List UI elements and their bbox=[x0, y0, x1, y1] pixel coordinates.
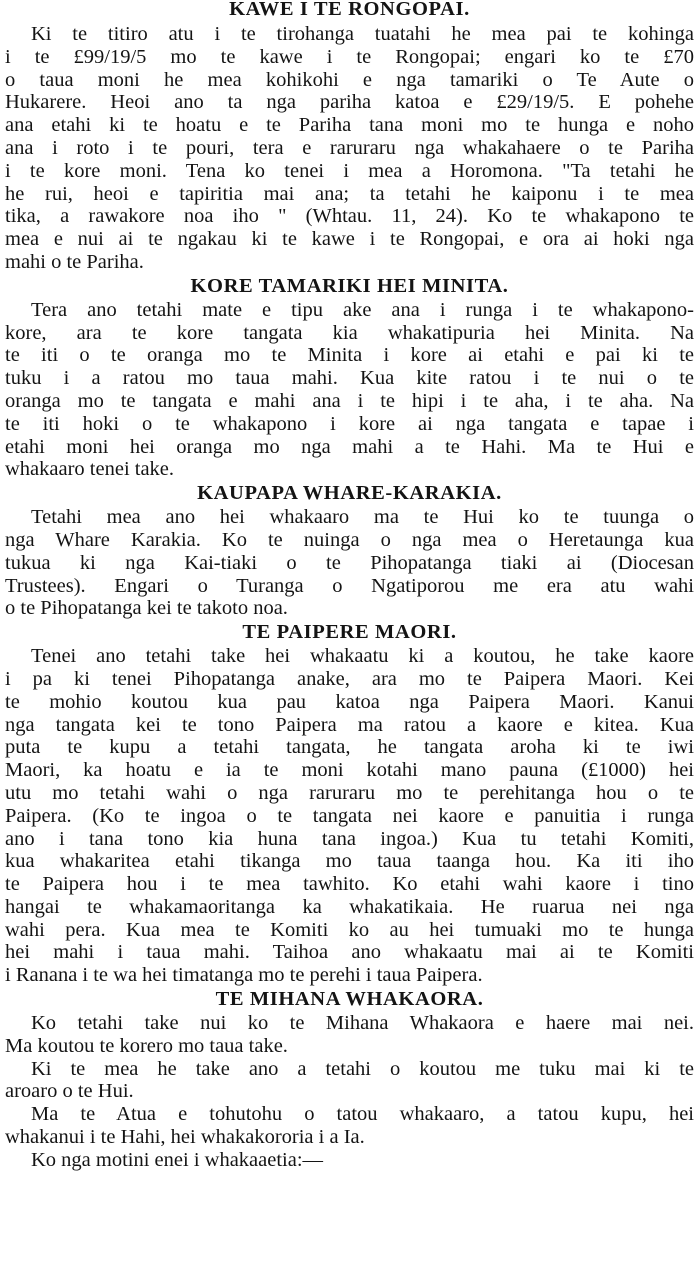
text-line: i te kore moni. Tena ko tenei i mea a Horomona. "Ta tetahi he bbox=[5, 159, 694, 182]
text-line: i te £99/19/5 mo te kawe i te Rongopai; engari ko te £70 bbox=[5, 45, 694, 68]
paragraph-mihana-whakaora-3 bbox=[5, 1103, 694, 1149]
text-line: Ki te titiro atu i te tirohanga tuatahi he mea pai te kohinga bbox=[31, 23, 694, 45]
text-line: i pa ki tenei Pihopatanga anake, ara mo te Paipera Maori. Kei bbox=[5, 667, 694, 690]
text-line: whakanui i te Hahi, hei whakakororia i a Ia. bbox=[5, 1126, 365, 1149]
text-line: Maori, ka hoatu e ia te moni kotahi mano pauna (£1000) hei bbox=[5, 759, 694, 782]
text-line: kua whakaritea etahi tikanga mo taua taanga hou. Ka iti iho bbox=[5, 850, 694, 873]
text-line: Tera ano tetahi mate e tipu ake ana i runga i te whakapono- bbox=[31, 298, 694, 321]
paragraph-mihana-whakaora-2 bbox=[5, 1058, 694, 1104]
text-line: Trustees). Engari o Turanga o Ngatiporou me era atu wahi bbox=[5, 574, 694, 597]
text-line: o te Pihopatanga kei te takoto noa. bbox=[5, 597, 288, 620]
text-line: puta te kupu a tetahi tangata, he tangata aroha ki te iwi bbox=[5, 736, 694, 759]
text-line: oranga mo te tangata e mahi ana i te hipi i te aha, i te aha. Na bbox=[5, 389, 694, 412]
text-line: Ko tetahi take nui ko te Mihana Whakaora e haere mai nei. bbox=[31, 1012, 694, 1035]
paragraph-kawe-i-te-rongopai bbox=[5, 23, 694, 274]
text-line: te iti o te oranga mo te Minita i kore ai etahi e pai ki te bbox=[5, 344, 694, 367]
text-line: utu mo tetahi wahi o nga raruraru mo te perehitanga hou o te bbox=[5, 781, 694, 804]
paragraph-kore-tamariki-hei-minita bbox=[5, 299, 694, 481]
text-line: ana etahi ki te hoatu e te Pariha tana moni mo te hunga e noho bbox=[5, 114, 694, 137]
text-line: o taua moni he mea kohikohi e nga tamariki o Te Aute o bbox=[5, 68, 694, 91]
paragraph-kaupapa-whare-karakia bbox=[5, 506, 694, 620]
text-line: mea e nui ai te ngakau ki te kawe i te Rongopai, e ora ai hoki nga bbox=[5, 228, 694, 251]
text-line: ano i tana tono kia huna tana ingoa.) Kua tu tetahi Komiti, bbox=[5, 827, 694, 850]
text-line: Tenei ano tetahi take hei whakaatu ki a koutou, he take kaore bbox=[31, 645, 694, 668]
text-line: i Ranana i te wa hei timatanga mo te perehi i taua Paipera. bbox=[5, 964, 483, 987]
text-line: tuku i a ratou mo taua mahi. Kua kite ratou i te nui o te bbox=[5, 367, 694, 390]
text-line: etahi moni hei oranga mo nga mahi a te Hahi. Ma te Hui e bbox=[5, 435, 694, 458]
text-line: Ki te mea he take ano a tetahi o koutou me tuku mai ki te bbox=[31, 1057, 694, 1080]
section-heading-kore-tamariki-hei-minita: KORE TAMARIKI HEI MINITA. bbox=[190, 274, 509, 297]
text-line: whakaaro tenei take. bbox=[5, 458, 175, 481]
text-line: Ko nga motini enei i whakaaetia:— bbox=[31, 1148, 324, 1171]
text-line: te iti hoki o te whakapono i kore ai nga tangata e tapae i bbox=[5, 412, 694, 435]
text-line: wahi pera. Kua mea te Komiti ko au hei tumuaki mo te hunga bbox=[5, 918, 694, 941]
section-heading-te-paipere-maori: TE PAIPERE MAORI. bbox=[242, 621, 457, 644]
paragraph-te-paipere-maori bbox=[5, 645, 694, 987]
text-line: hangai te whakamaoritanga ka whakatikaia. He ruarua nei nga bbox=[5, 895, 694, 918]
text-line: Ma koutou te korero mo taua take. bbox=[5, 1034, 288, 1057]
text-line: te mohio koutou kua pau katoa nga Paipera Maori. Kanui bbox=[5, 690, 694, 713]
text-line: tukua ki nga Kai-tiaki o te Pihopatanga tiaki ai (Diocesan bbox=[5, 551, 694, 574]
section-heading-kaupapa-whare-karakia: KAUPAPA WHARE-KARAKIA. bbox=[197, 482, 502, 505]
section-heading-te-mihana-whakaora: TE MIHANA WHAKAORA. bbox=[215, 988, 484, 1011]
section-heading-kawe-i-te-rongopai: KAWE I TE RONGOPAI. bbox=[229, 0, 470, 20]
text-line: Paipera. (Ko te ingoa o te tangata nei kaore e panuitia i runga bbox=[5, 804, 694, 827]
text-line: nga Whare Karakia. Ko te nuinga o nga mea o Heretaunga kua bbox=[5, 528, 694, 551]
text-line: he rui, heoi e tapiritia mai ana; ta tetahi he kaiponu i te mea bbox=[5, 182, 694, 205]
text-line: mahi o te Pariha. bbox=[5, 250, 144, 273]
text-line: Hukarere. Heoi ano ta nga pariha katoa e £29/19/5. E pohehe bbox=[5, 91, 694, 114]
text-line: Ma te Atua e tohutohu o tatou whakaaro, a tatou kupu, hei bbox=[31, 1103, 694, 1126]
text-line: ana i roto i te pouri, tera e raruraru nga whakahaere o te Pariha bbox=[5, 136, 694, 159]
text-line: kore, ara te kore tangata kia whakatipuria hei Minita. Na bbox=[5, 321, 694, 344]
text-line: Tetahi mea ano hei whakaaro ma te Hui ko te tuunga o bbox=[31, 506, 694, 529]
text-line: te Paipera hou i te mea tawhito. Ko etahi wahi kaore i tino bbox=[5, 873, 694, 896]
text-line: aroaro o te Hui. bbox=[5, 1080, 134, 1103]
text-line: hei mahi i taua mahi. Taihoa ano whakaatu mai ai te Komiti bbox=[5, 941, 694, 964]
paragraph-mihana-whakaora-4 bbox=[5, 1149, 694, 1172]
text-line: nga tangata kei te tono Paipera ma ratou a kaore e kitea. Kua bbox=[5, 713, 694, 736]
paragraph-mihana-whakaora-1 bbox=[5, 1012, 694, 1058]
text-line: tika, a rawakore noa iho " (Whtau. 11, 24). Ko te whakapono te bbox=[5, 205, 694, 228]
